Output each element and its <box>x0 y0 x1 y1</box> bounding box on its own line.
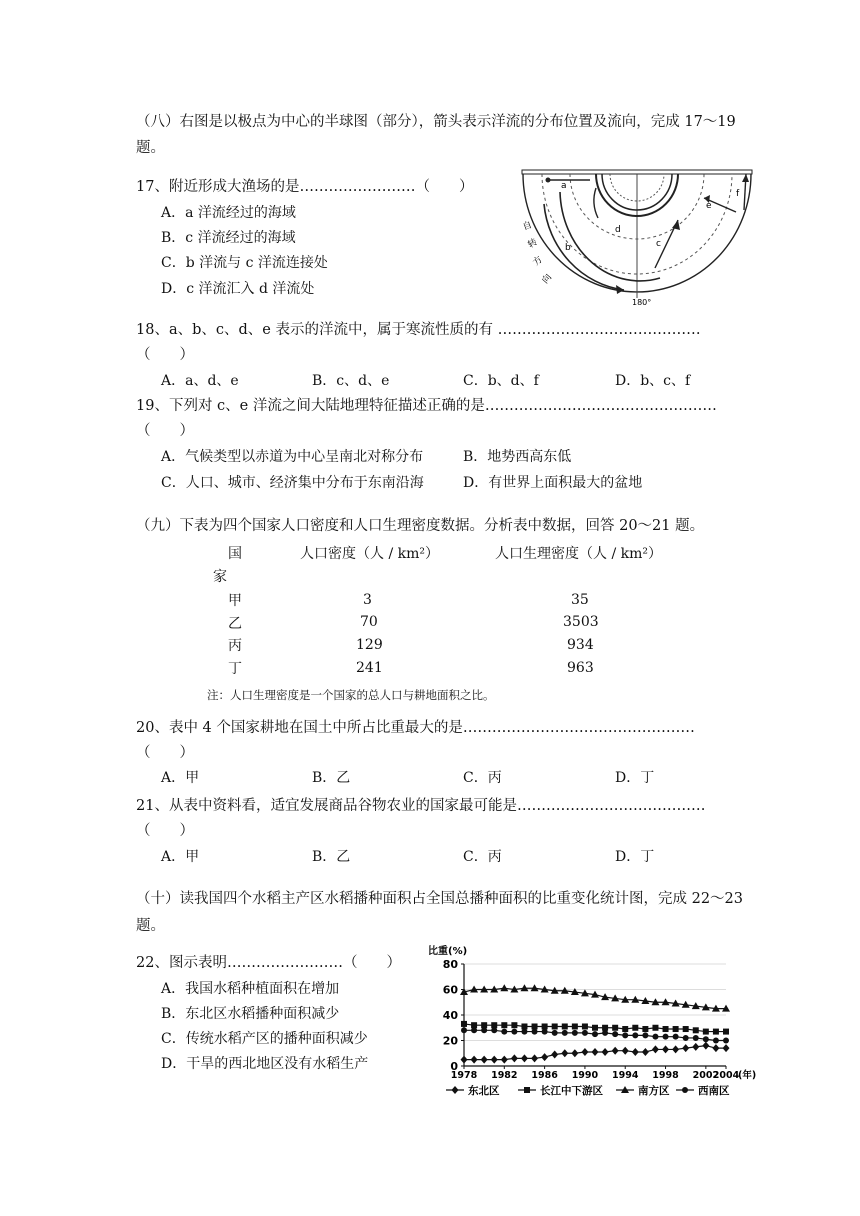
chart-point <box>500 984 508 991</box>
chart-x-tick-label: 2004 <box>712 1070 740 1081</box>
chart-point <box>511 1029 517 1035</box>
chart-point <box>723 1044 730 1052</box>
chart-x-tick-label: 1998 <box>652 1070 679 1081</box>
chart-point <box>622 1032 628 1038</box>
chart-point <box>592 1048 599 1056</box>
chart-ylabel: 比重(%) <box>428 946 468 957</box>
q17-option-b[interactable]: B．c 洋流经过的海域 <box>161 230 296 246</box>
q19-option-b[interactable]: B．地势西高东低 <box>463 449 572 465</box>
chart-point <box>572 1030 578 1036</box>
table-row-name: 甲 <box>228 593 242 609</box>
q21-option-b[interactable]: B．乙 <box>312 849 351 865</box>
chart-point <box>481 1022 487 1028</box>
chart-point <box>712 1044 719 1052</box>
chart-legend-label: 西南区 <box>698 1085 730 1097</box>
table-header-density: 人口密度（人 / km²） <box>300 546 439 562</box>
chart-point <box>562 1030 568 1036</box>
chart-point <box>581 1048 588 1056</box>
chart-point <box>592 1031 598 1037</box>
question-21: 21、从表中资料看，适宜发展商品谷物农业的国家最可能是………………………………… <box>136 798 706 814</box>
chart-legend-label: 东北区 <box>468 1085 500 1097</box>
table-header-country-1: 国 <box>228 546 242 562</box>
q21-option-a[interactable]: A．甲 <box>161 849 200 865</box>
q22-option-c[interactable]: C．传统水稻产区的播种面积减少 <box>161 1031 368 1047</box>
sec8-intro-line2: 题。 <box>136 140 165 156</box>
q17-option-d[interactable]: D．c 洋流汇入 d 洋流处 <box>161 281 315 297</box>
q20-option-d[interactable]: D．丁 <box>615 770 655 786</box>
chart-point <box>682 1044 689 1052</box>
chart-point <box>652 1034 658 1040</box>
chart-point <box>542 1023 548 1029</box>
chart-x-tick-label: 2002 <box>692 1070 720 1081</box>
sec10-intro-line2: 题。 <box>136 918 165 934</box>
rice-area-chart <box>428 940 768 1102</box>
chart-point <box>471 1027 477 1033</box>
table-row-density: 241 <box>356 660 383 676</box>
chart-point <box>521 1029 527 1035</box>
chart-point <box>511 1054 518 1062</box>
q19-option-c[interactable]: C．人口、城市、经济集中分布于东南沿海 <box>161 475 424 491</box>
q17-option-a[interactable]: A．a 洋流经过的海域 <box>161 205 296 221</box>
chart-point <box>552 1030 558 1036</box>
chart-point <box>471 1056 478 1064</box>
question-18: 18、a、b、c、d、e 表示的洋流中，属于寒流性质的有 …………………………………… <box>136 322 701 338</box>
chart-point <box>702 1042 709 1050</box>
chart-point <box>531 1054 538 1062</box>
q20-paren: （ ） <box>136 745 194 761</box>
ocean-current-map <box>520 168 756 306</box>
chart-point <box>632 1032 638 1038</box>
chart-point <box>501 1029 507 1035</box>
chart-x-tick-label: 1982 <box>491 1070 518 1081</box>
chart-point <box>662 1045 669 1053</box>
chart-point <box>571 1049 578 1057</box>
chart-point <box>572 1023 578 1029</box>
map-label-b: b <box>565 243 571 253</box>
chart-point <box>703 1036 709 1042</box>
chart-point <box>511 1022 517 1028</box>
chart-y-tick-label: 0 <box>450 1060 458 1073</box>
q19-option-d[interactable]: D．有世界上面积最大的盆地 <box>463 475 643 491</box>
chart-point <box>652 1025 658 1031</box>
chart-legend-marker <box>524 1087 530 1093</box>
question-22: 22、图示表明……………………（ ） <box>136 955 401 971</box>
chart-point <box>622 1026 628 1032</box>
map-dir-3: 方 <box>531 254 545 269</box>
sec10-intro-line1: （十）读我国四个水稻主产区水稻播种面积占全国总播种面积的比重变化统计图，完成 22～23 <box>136 891 744 907</box>
chart-point <box>491 1022 497 1028</box>
chart-point <box>642 1026 648 1032</box>
chart-point <box>461 1056 468 1064</box>
map-label-c: c <box>656 239 661 249</box>
q20-option-c[interactable]: C．丙 <box>463 770 502 786</box>
chart-xlabel: (年) <box>738 1070 757 1081</box>
sec9-intro: （九）下表为四个国家人口密度和人口生理密度数据。分析表中数据，回答 20～21 题。 <box>136 518 705 534</box>
map-label-a: a <box>561 181 567 191</box>
q21-paren: （ ） <box>136 823 194 839</box>
q20-option-b[interactable]: B．乙 <box>312 770 351 786</box>
chart-x-tick-label: 1986 <box>531 1070 558 1081</box>
question-17: 17、附近形成大渔场的是……………………（ ） <box>136 179 474 195</box>
q22-option-d[interactable]: D．干旱的西北地区没有水稻生产 <box>161 1056 369 1072</box>
table-row-phys: 3503 <box>563 614 599 630</box>
chart-point <box>461 1021 467 1027</box>
question-20: 20、表中 4 个国家耕地在国土中所占比重最大的是………………………………………… <box>136 720 695 736</box>
map-dir-4: 向 <box>540 272 555 286</box>
chart-point <box>461 1027 467 1033</box>
map-label-f: f <box>736 189 740 199</box>
chart-point <box>501 1056 508 1064</box>
chart-point <box>693 1027 699 1033</box>
chart-y-tick-label: 60 <box>442 983 458 997</box>
chart-point <box>501 1022 507 1028</box>
chart-point <box>673 1034 679 1040</box>
chart-point <box>622 1047 629 1055</box>
map-dir-1: 自 <box>521 220 534 233</box>
q18-option-c[interactable]: C．b、d、f <box>463 373 539 389</box>
chart-point <box>481 1027 487 1033</box>
chart-legend-marker <box>682 1087 688 1093</box>
chart-point <box>673 1026 679 1032</box>
map-label-e: e <box>706 201 712 211</box>
chart-point <box>552 1023 558 1029</box>
table-header-country-2: 家 <box>213 569 227 585</box>
chart-point <box>532 1029 538 1035</box>
chart-point <box>723 1029 729 1035</box>
q18-option-b[interactable]: B．c、d、e <box>312 373 390 389</box>
chart-point <box>713 1029 719 1035</box>
q21-option-d[interactable]: D．丁 <box>615 849 655 865</box>
q17-option-c[interactable]: C．b 洋流与 c 洋流连接处 <box>161 255 328 271</box>
chart-point <box>562 1023 568 1029</box>
chart-point <box>561 1049 568 1057</box>
chart-point <box>642 1032 648 1038</box>
chart-x-tick-label: 1994 <box>612 1070 639 1081</box>
chart-point <box>521 1023 527 1029</box>
chart-point <box>612 1047 619 1055</box>
chart-point <box>481 1056 488 1064</box>
chart-point <box>602 1030 608 1036</box>
chart-point <box>703 1029 709 1035</box>
map-label-d: d <box>615 225 621 235</box>
chart-point <box>542 1029 548 1035</box>
table-row-phys: 35 <box>571 592 589 608</box>
chart-point <box>672 1045 679 1053</box>
q20-option-a[interactable]: A．甲 <box>161 770 200 786</box>
chart-point <box>723 1038 729 1044</box>
chart-point <box>551 1051 558 1059</box>
chart-point <box>683 1026 689 1032</box>
q21-option-c[interactable]: C．丙 <box>463 849 502 865</box>
chart-point <box>632 1048 639 1056</box>
q18-paren: （ ） <box>136 347 194 363</box>
table-row-name: 丙 <box>228 638 242 654</box>
q22-option-a[interactable]: A．我国水稻种植面积在增加 <box>161 981 340 997</box>
q18-option-a[interactable]: A．a、d、e <box>161 373 239 389</box>
chart-y-tick-label: 80 <box>442 958 458 971</box>
chart-legend-marker <box>452 1086 459 1094</box>
chart-point <box>663 1026 669 1032</box>
q19-paren: （ ） <box>136 423 194 439</box>
table-header-phys-density: 人口生理密度（人 / km²） <box>495 546 662 562</box>
chart-point <box>713 1038 719 1044</box>
chart-legend-label: 长江中下游区 <box>540 1085 603 1097</box>
table-note: 注：人口生理密度是一个国家的总人口与耕地面积之比。 <box>207 688 495 702</box>
table-row-phys: 934 <box>567 637 594 653</box>
chart-y-tick-label: 20 <box>442 1034 458 1048</box>
chart-point <box>491 1027 497 1033</box>
chart-x-tick-label: 1990 <box>571 1070 599 1081</box>
chart-x-tick-label: 1978 <box>450 1070 478 1081</box>
chart-y-tick-label: 40 <box>442 1009 458 1022</box>
chart-point <box>692 1043 699 1051</box>
map-dir-2: 转 <box>526 237 540 251</box>
chart-point <box>652 1045 659 1053</box>
chart-point <box>683 1035 689 1041</box>
map-label-180: 180° <box>632 298 652 306</box>
chart-point <box>693 1035 699 1041</box>
chart-point <box>471 1022 477 1028</box>
chart-point <box>532 1023 538 1029</box>
chart-point <box>663 1034 669 1040</box>
table-row-name: 丁 <box>228 661 242 677</box>
chart-point <box>632 1025 638 1031</box>
chart-point <box>612 1031 618 1037</box>
table-row-phys: 963 <box>567 660 594 676</box>
chart-point <box>642 1048 649 1056</box>
table-row-density: 70 <box>360 614 378 630</box>
chart-point <box>582 1023 588 1029</box>
chart-point <box>602 1025 608 1031</box>
chart-legend-label: 南方区 <box>638 1085 670 1097</box>
question-19: 19、下列对 c、e 洋流之间大陆地理特征描述正确的是………………………………………… <box>136 398 717 414</box>
table-row-name: 乙 <box>228 616 242 632</box>
q22-option-b[interactable]: B．东北区水稻播种面积减少 <box>161 1006 340 1022</box>
chart-point <box>592 1025 598 1031</box>
chart-point <box>582 1030 588 1036</box>
q18-option-d[interactable]: D．b、c、f <box>615 373 691 389</box>
table-row-density: 129 <box>356 637 383 653</box>
table-row-density: 3 <box>363 592 372 608</box>
chart-point <box>491 1056 498 1064</box>
sec8-intro-line1: （八）右图是以极点为中心的半球图（部分），箭头表示洋流的分布位置及流向，完成 17～19 <box>136 114 736 130</box>
q19-option-a[interactable]: A．气候类型以赤道为中心呈南北对称分布 <box>161 449 424 465</box>
chart-point <box>612 1025 618 1031</box>
chart-point <box>541 1053 548 1061</box>
chart-point <box>521 1054 528 1062</box>
chart-point <box>602 1048 609 1056</box>
